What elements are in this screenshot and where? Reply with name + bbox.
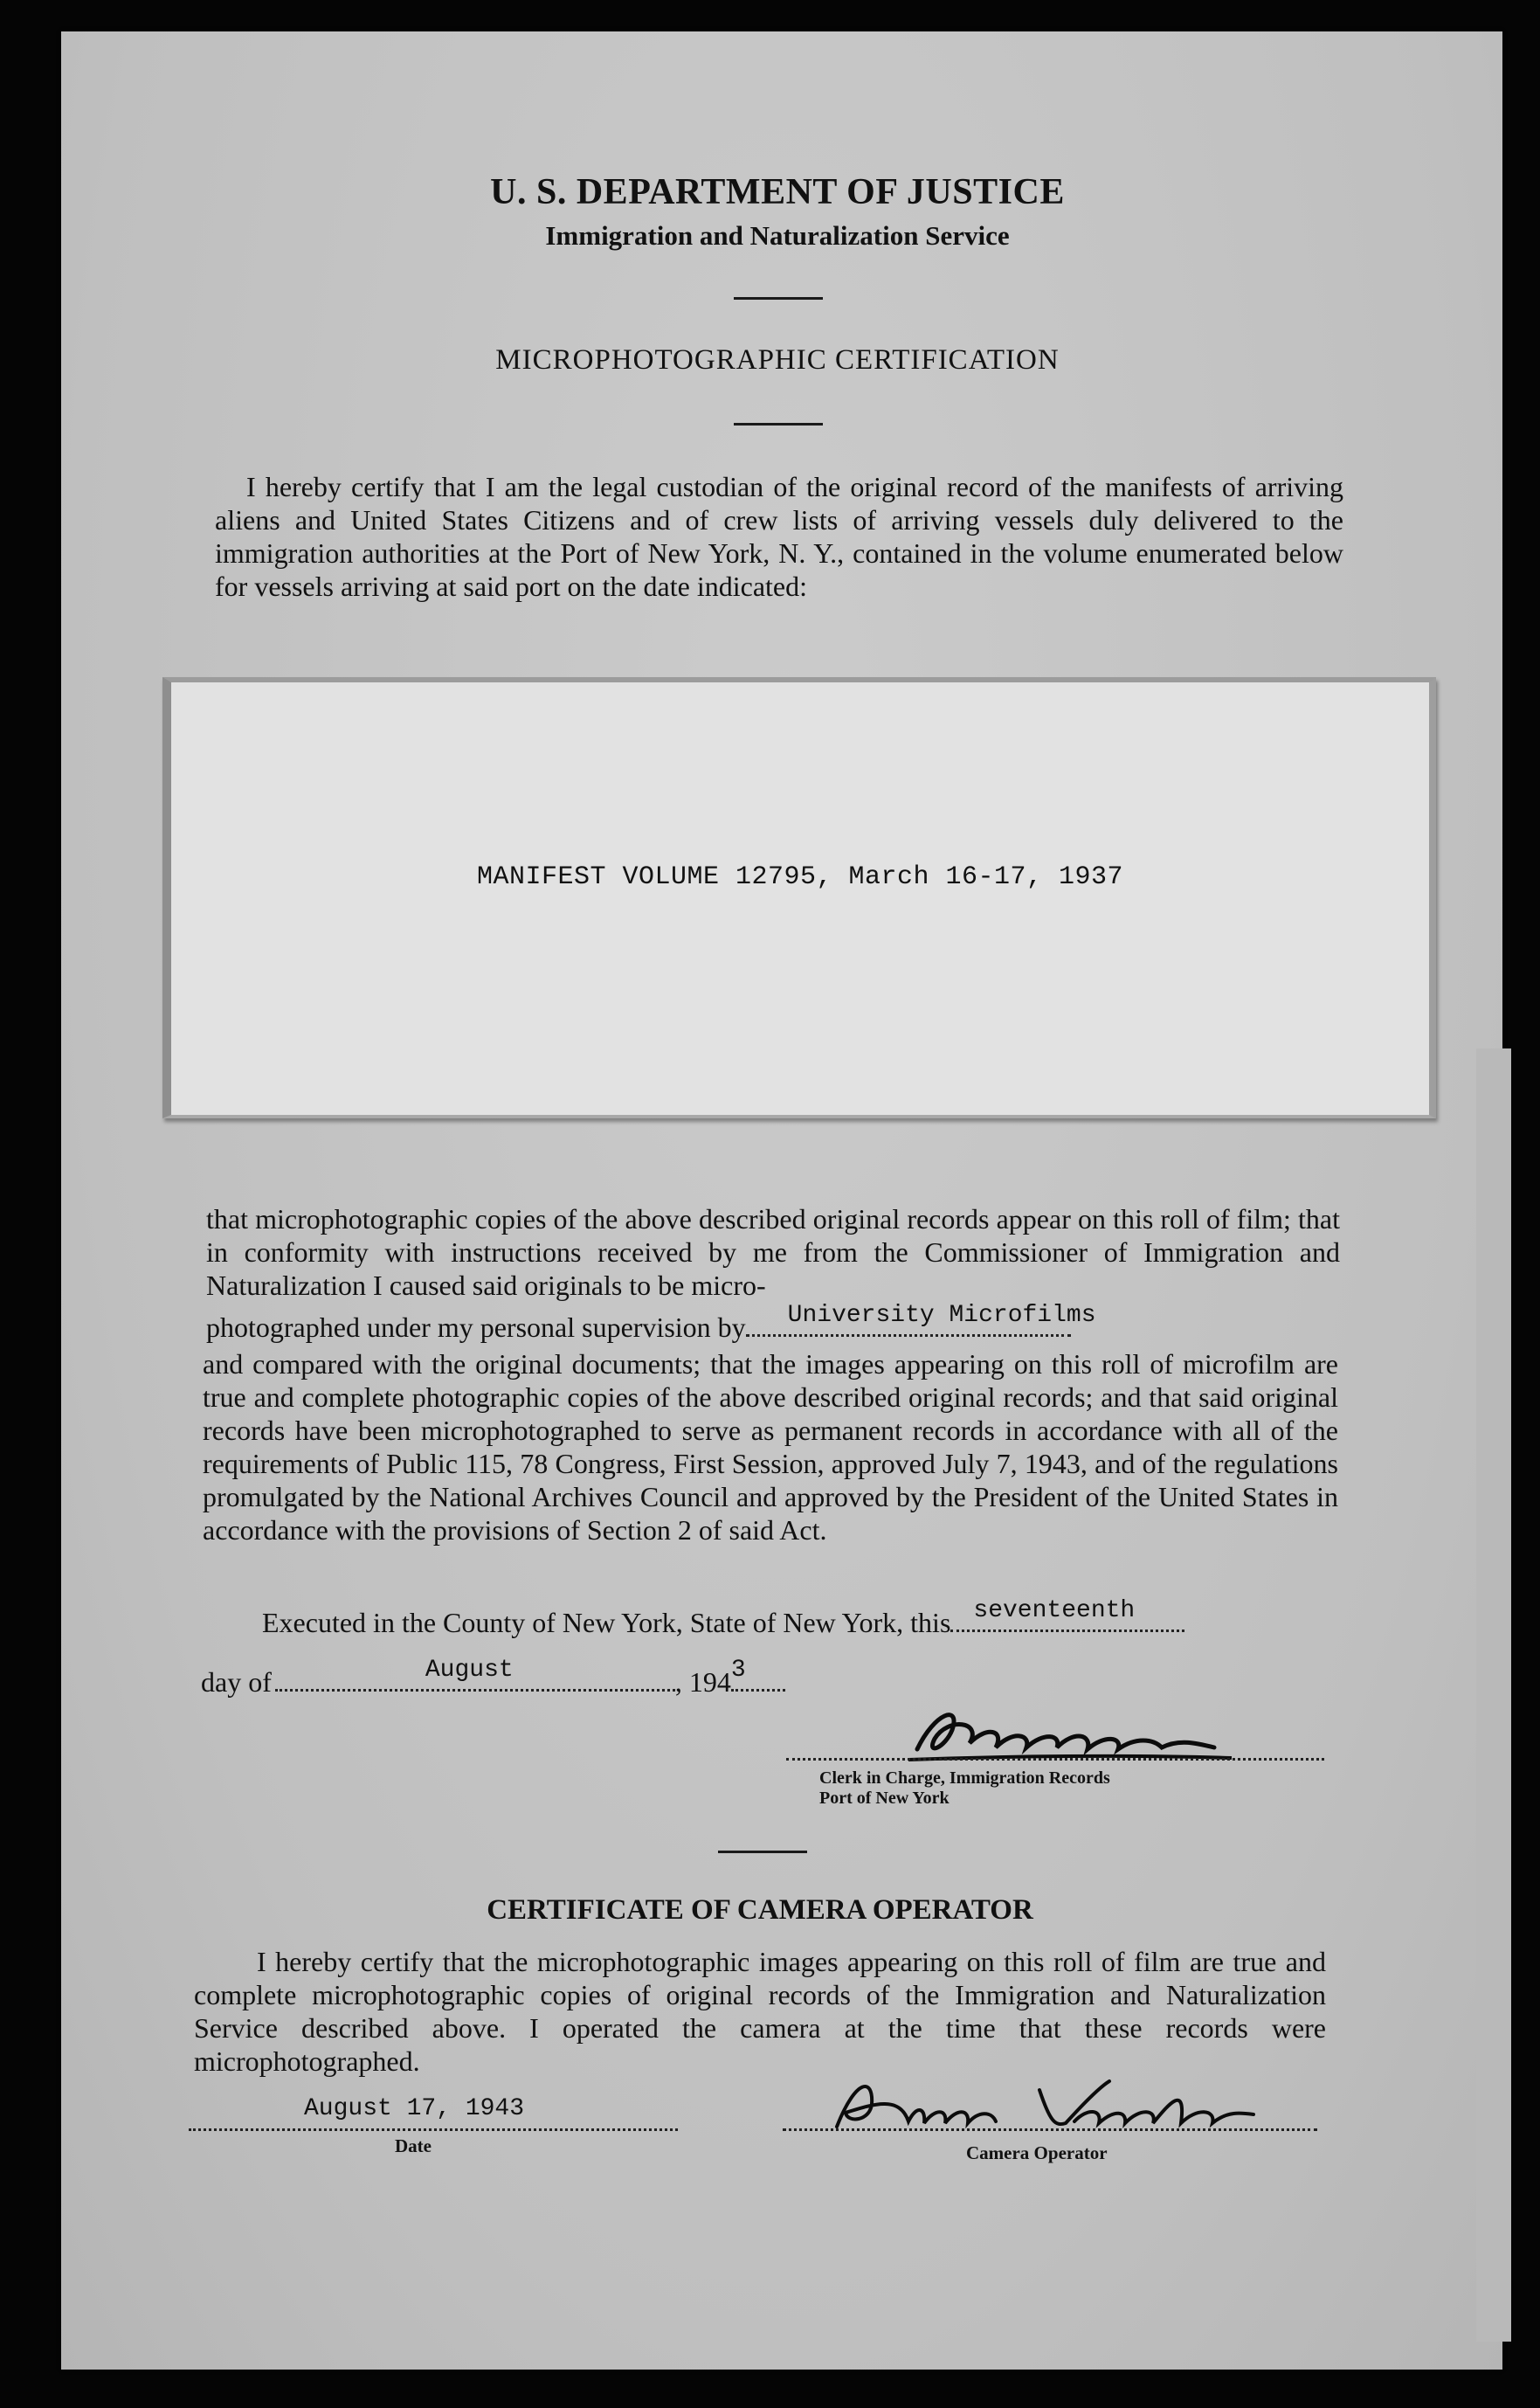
clerk-title-line2: Port of New York: [819, 1789, 950, 1808]
month-field: [275, 1657, 675, 1692]
photographed-by-prefix: photographed under my personal supervision by: [206, 1311, 746, 1343]
year-prefix: , 194: [674, 1666, 731, 1698]
clerk-signature-line: [786, 1756, 1324, 1761]
camera-date-label: Date: [395, 2135, 432, 2156]
photographed-by-line: [206, 1302, 1340, 1344]
camera-certificate-paragraph: I hereby certify that the microphotographic images appearing on this roll of film are true and complete microphotographic copies of original records of the Immigration and Naturalization Service described above. I operated the camera at the time that these records were microphotographed.: [194, 1946, 1326, 2077]
year-field: [730, 1657, 785, 1692]
year-value: 3: [730, 1657, 746, 1684]
photographed-by-value: University Microfilms: [787, 1302, 1096, 1329]
department-heading: U. S. DEPARTMENT OF JUSTICE: [490, 172, 1065, 212]
divider-rule: [718, 1851, 807, 1853]
divider-rule: [734, 423, 823, 426]
execution-day-field: [950, 1597, 1184, 1632]
camera-date-value: August 17, 1943: [304, 2095, 525, 2122]
body-paragraph-2: and compared with the original documents; that the images appearing on this roll of microfilm are true and complete photographic copies of the above described original records; and that said original records have been microphotographed to serve as permanent records in accordance with all of the requirements of Public 115, 78 Congress, First Session, approved July 7, 1943, and of the regulations promulgated by the National Archives Council and approved by the President of the United States in accordance with the provisions of Section 2 of said Act.: [203, 1348, 1338, 1546]
camera-date-line: [189, 2127, 678, 2131]
day-of-label: day of: [201, 1666, 272, 1698]
volume-label: MANIFEST VOLUME 12795, March 16-17, 1937: [476, 862, 1124, 892]
camera-certificate-title: CERTIFICATE OF CAMERA OPERATOR: [487, 1894, 1033, 1926]
clerk-signature: [900, 1695, 1302, 1774]
camera-operator-label: Camera Operator: [966, 2142, 1108, 2163]
service-subheading: Immigration and Naturalization Service: [545, 220, 1010, 251]
day-of-line: [201, 1657, 785, 1699]
clerk-title-line1: Clerk in Charge, Immigration Records: [819, 1768, 1110, 1788]
clerk-title: [819, 1768, 1110, 1809]
sheet-edge: [1476, 1048, 1511, 2342]
body-paragraph-1: that microphotographic copies of the above described original records appear on this roll of film; that in conformity with instructions received by me from the Commissioner of Immigration and Naturalization I caused said originals to be micro-: [206, 1203, 1340, 1301]
intro-paragraph: I hereby certify that I am the legal custodian of the original record of the manifests of arriving aliens and United States Citizens and of crew lists of arriving vessels duly delivered to the immigration authorities at the Port of New York, N. Y., contained in the volume enumerated below for vessels arriving at said port on the date indicated:: [215, 471, 1343, 602]
photographed-by-field: [746, 1302, 1096, 1337]
certification-title: MICROPHOTOGRAPHIC CERTIFICATION: [495, 344, 1060, 376]
execution-line: [262, 1597, 1345, 1639]
divider-rule: [734, 297, 823, 300]
camera-operator-signature-line: [783, 2127, 1317, 2131]
execution-prefix: Executed in the County of New York, State of New York, this: [262, 1607, 951, 1638]
execution-day-value: seventeenth: [973, 1597, 1136, 1624]
month-value: August: [425, 1657, 514, 1684]
volume-label-card: [162, 677, 1436, 1118]
